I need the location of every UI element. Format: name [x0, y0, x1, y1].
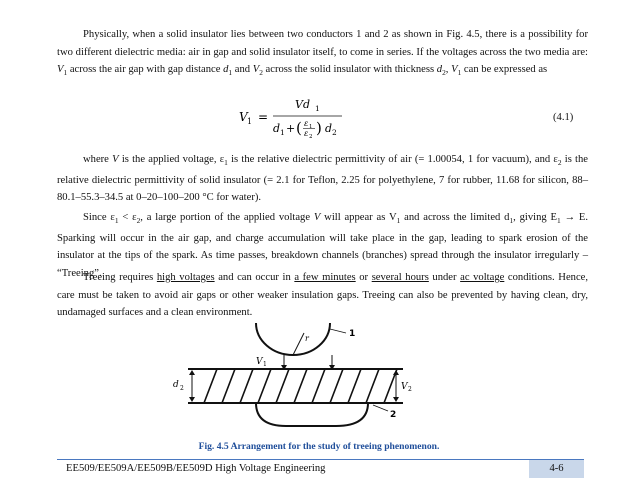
svg-text:): ) — [316, 119, 322, 137]
svg-text:2: 2 — [390, 410, 397, 420]
eq-numerator: Vd — [295, 98, 310, 111]
svg-text:2: 2 — [309, 134, 313, 140]
paragraph-since: Since $\varepsilon_1 < \varepsilon_2$, a large portion of the applied voltage V will appear as $V_1$ and across the limited $d_1$, giving $E_1 \to E$. Sparking will occur in the air gap, and charge accumulation will take place in the gap, leading to spark erosion of the insulator at the tips of the spark. As time passes, breakdown channels (branches) spread through the insulator irregularly – “Treeing”. — [57, 212, 589, 279]
equation-4-1 — [239, 96, 359, 140]
eq-denominator: d — [273, 122, 281, 135]
upper-electrode — [256, 323, 330, 355]
lower-electrode — [256, 403, 368, 426]
svg-text:2: 2 — [180, 385, 184, 392]
treeing-figure — [168, 323, 438, 428]
footer-course-title: EE509/EE509A/EE509B/EE509D High Voltage Engineering — [66, 463, 326, 474]
equation-number: (4.1) — [553, 112, 574, 123]
svg-text:+: + — [286, 122, 296, 135]
insulator-hatching — [204, 369, 397, 403]
svg-text:(: ( — [296, 119, 302, 137]
figure-caption: Fig. 4.5 Arrangement for the study of treeing phenomenon. — [198, 441, 440, 452]
paragraph-where: where V is the applied voltage, $\varepsilon_1$ is the relative dielectric permittivity of air (= 1.00054, 1 for vacuum), and $\varepsilon_2$ is the relative dielectric permittivity of solid insulator (= 2.1 for Teflon, 2.25 for polyethylene, 7 for rubber, 11.68 for silicon, 88–80.1–55.3–34.5 at 0–20–100–200 °C for water). — [57, 154, 588, 204]
svg-text:2: 2 — [332, 128, 337, 137]
svg-text:d: d — [325, 122, 333, 135]
svg-text:=: = — [258, 110, 269, 124]
svg-text:V: V — [256, 357, 263, 367]
svg-text:1: 1 — [309, 124, 313, 130]
svg-text:1: 1 — [349, 329, 356, 339]
svg-text:d: d — [173, 380, 179, 390]
svg-text:1: 1 — [247, 117, 253, 126]
svg-text:1: 1 — [315, 104, 320, 113]
svg-text:1: 1 — [263, 361, 267, 368]
treeing-diagram — [168, 323, 438, 428]
eq-lhs: V — [239, 110, 248, 124]
svg-text:V: V — [401, 382, 408, 392]
svg-text:ε: ε — [304, 119, 309, 128]
page-number: 4-6 — [529, 460, 584, 478]
svg-text:ε: ε — [304, 129, 309, 138]
svg-text:r: r — [305, 334, 309, 343]
svg-text:1: 1 — [280, 128, 285, 137]
svg-text:2: 2 — [408, 386, 412, 393]
paragraph-treeing: Treeing requires high voltages and can occur in a few minutes or several hours under ac voltage conditions. Hence, care must be taken to avoid air gaps or other weaker insulation gaps. Treeing can also be prevented by having clean, dry, undamaged surfaces and a clean environment. — [57, 272, 589, 319]
page-footer — [57, 459, 584, 478]
paragraph-intro: Physically, when a solid insulator lies between two conductors 1 and 2 as shown in Fig. 4.5, there is a possibility for two different dielectric media: air in gap and solid insulator itself, to come in series. If the voltages across the two media are: $V_1$ across the air gap with gap distance $d_1$ and $V_2$ across the solid insulator with thickness $d_2$, $V_1$ can be expressed as — [57, 29, 588, 78]
